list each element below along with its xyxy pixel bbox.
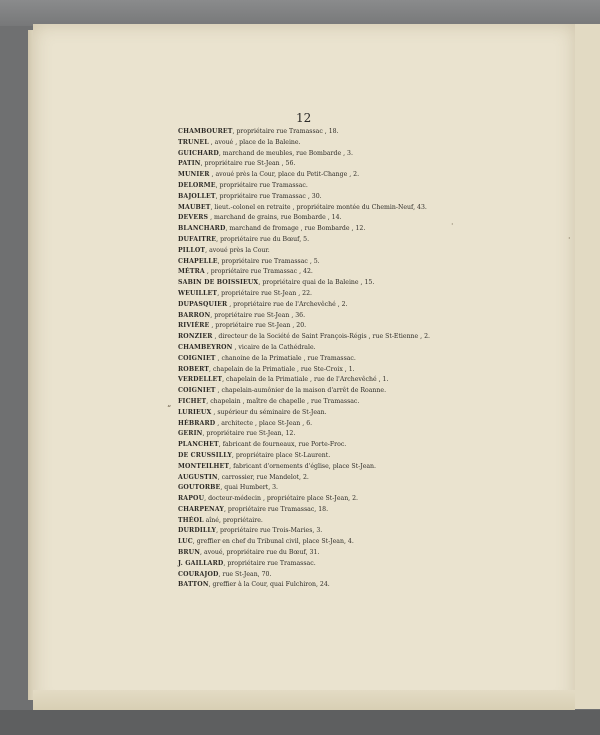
list-item [178, 246, 478, 257]
list-item [178, 440, 478, 451]
entry-list [178, 127, 478, 591]
entry-name: ROBERT [178, 365, 210, 373]
list-item [178, 257, 478, 268]
entry-details: , quai Humbert, 3. [220, 484, 279, 492]
entry-name: CHAPELLE [178, 257, 218, 265]
entry-details: , propriétaire rue Tramassac. [223, 559, 316, 567]
list-item [178, 473, 478, 484]
entry-details: , propriétaire rue St-Jean , 22. [217, 289, 313, 297]
entry-details: , fabricant de fourneaux, rue Porte-Froc. [218, 441, 347, 449]
entry-details: , avoué près la Cour. [205, 246, 270, 254]
entry-name: DELORME [178, 181, 216, 189]
list-item [178, 451, 478, 462]
entry-details: aîné, propriétaire. [203, 516, 263, 524]
entry-details: , propriétaire rue Tramassac , 5. [217, 257, 320, 265]
entry-name: DURDILLY [178, 527, 217, 535]
entry-name: COIGNIET [178, 354, 216, 362]
entry-name: GUICHARD [178, 149, 219, 157]
entry-name: PLANCHET [178, 441, 219, 449]
entry-details: , chapelain de la Primatiale , rue de l'Archevêché , 1. [222, 376, 389, 384]
entry-name: LUC [178, 538, 193, 546]
entry-name: BLANCHARD [178, 225, 226, 233]
entry-details: , docteur-médecin , propriétaire place St-Jean, 2. [204, 495, 359, 503]
entry-name: TRUNEL [178, 138, 209, 146]
entry-details: , directeur de la Société de Saint François-Régis , rue St-Etienne , 2. [212, 333, 431, 341]
entry-name: MUNIER [178, 171, 210, 179]
entry-details: , architecte , place St-Jean , 6. [215, 419, 313, 427]
entry-name: SABIN DE BOISSIEUX [178, 279, 259, 287]
entry-details: , rue St-Jean, 70. [218, 570, 272, 578]
entry-details: , propriétaire rue Tramassac , 42. [204, 268, 313, 276]
list-item [178, 570, 478, 581]
list-item [178, 311, 478, 322]
list-item [178, 300, 478, 311]
entry-name: GOUTORBE [178, 484, 221, 492]
page-bottom-fold [33, 690, 575, 710]
entry-name: MONTEILHET [178, 462, 230, 470]
entry-details: , propriétaire rue Tramassac , 30. [215, 192, 322, 200]
entry-details: , avoué , place de la Baleine. [208, 138, 301, 146]
entry-name: BAJOLLET [178, 192, 216, 200]
entry-name: PATIN [178, 160, 201, 168]
entry-name: PILLOT [178, 246, 206, 254]
entry-details: , vicaire de la Cathédrale. [232, 343, 316, 351]
list-item [178, 332, 478, 343]
list-item [178, 343, 478, 354]
list-item [178, 267, 478, 278]
entry-details: , chapelain , maître de chapelle , rue Tramassac. [206, 397, 360, 405]
list-item [178, 213, 478, 224]
list-item [178, 462, 478, 473]
entry-name: CHAMBEYRON [178, 343, 233, 351]
entry-name: BRUN [178, 549, 201, 557]
entry-name: DUFAITRE [178, 235, 217, 243]
margin-tick-mark: “ [167, 404, 172, 413]
entry-name: RAPOU [178, 495, 205, 503]
entry-details: , marchand de grains, rue Bombarde , 14. [208, 214, 342, 222]
entry-name: MAUBET [178, 203, 211, 211]
list-item [178, 138, 478, 149]
margin-dot-mark: · [451, 220, 454, 229]
entry-details: , lieut.-colonel en retraite , propriétaire montée du Chemin-Neuf, 43. [210, 203, 427, 211]
entry-details: , marchand de meubles, rue Bombarde , 3. [218, 149, 353, 157]
entry-name: BATTON [178, 581, 209, 589]
entry-details: , marchand de fromage , rue Bombarde , 12. [225, 225, 366, 233]
entry-name: HÉBRARD [178, 419, 216, 427]
entry-name: FICHET [178, 397, 207, 405]
scanner-backdrop-bottom [0, 710, 600, 735]
entry-details: , propriétaire rue Tramassac. [215, 181, 308, 189]
entry-details: , avoué près la Cour, place du Petit-Change , 2. [209, 171, 360, 179]
list-item [178, 375, 478, 386]
list-item [178, 289, 478, 300]
entry-details: , propriétaire rue St-Jean , 36. [210, 311, 306, 319]
entry-details: , carrossier, rue Mandelot, 2. [217, 473, 309, 481]
entry-name: THÉOL [178, 516, 204, 524]
entry-name: DEVERS [178, 214, 209, 222]
list-item [178, 181, 478, 192]
entry-name: COIGNIET [178, 387, 216, 395]
entry-details: , propriétaire rue St-Jean , 20. [209, 322, 307, 330]
entry-details: , greffier en chef du Tribunal civil, place St-Jean, 4. [192, 538, 354, 546]
entry-name: MÉTRA [178, 268, 205, 276]
list-item [178, 170, 478, 181]
list-item [178, 159, 478, 170]
list-item [178, 419, 478, 430]
list-item [178, 203, 478, 214]
list-item [178, 397, 478, 408]
entry-details: , propriétaire rue Tramassac, 18. [224, 505, 329, 513]
entry-details: , propriétaire rue St-Jean , 56. [200, 160, 296, 168]
entry-details: , propriétaire place St-Laurent. [231, 451, 331, 459]
entry-details: , propriétaire rue Trois-Maries, 3. [216, 527, 323, 535]
list-item [178, 354, 478, 365]
list-item [178, 537, 478, 548]
entry-name: CHARPENAY [178, 505, 224, 513]
list-item [178, 235, 478, 246]
list-item [178, 278, 478, 289]
entry-name: RONZIER [178, 333, 213, 341]
entry-name: LURIEUX [178, 408, 212, 416]
list-item [178, 548, 478, 559]
list-item [178, 526, 478, 537]
entry-name: WEUILLET [178, 289, 218, 297]
list-item [178, 127, 478, 138]
entry-name: COURAJOD [178, 570, 219, 578]
entry-name: GERIN [178, 430, 203, 438]
entry-details: , propriétaire rue St-Jean, 12. [202, 430, 296, 438]
list-item [178, 149, 478, 160]
list-item [178, 483, 478, 494]
entry-name: CHAMBOURET [178, 128, 233, 135]
entry-details: , propriétaire quai de la Baleine , 15. [258, 279, 375, 287]
entry-name: RIVIÈRE [178, 322, 210, 330]
list-item [178, 321, 478, 332]
list-item [178, 559, 478, 570]
list-item [178, 516, 478, 527]
entry-name: J. GAILLARD [178, 559, 224, 567]
list-item [178, 192, 478, 203]
entry-details: , chanoine de la Primatiale , rue Tramassac. [215, 354, 356, 362]
entry-name: BARRON [178, 311, 211, 319]
entry-name: DE CRUSSILLY [178, 451, 232, 459]
entry-details: , supérieur du séminaire de St-Jean. [211, 408, 327, 416]
scanner-backdrop-top [0, 0, 600, 26]
adjacent-page-edge [572, 24, 600, 709]
entry-details: , greffier à la Cour, quai Fulchiron, 24. [208, 581, 330, 589]
list-item [178, 365, 478, 376]
list-item [178, 386, 478, 397]
entry-details: , propriétaire rue du Bœuf, 5. [216, 235, 310, 243]
entry-details: , avoué, propriétaire rue du Bœuf, 31. [200, 549, 320, 557]
list-item [178, 429, 478, 440]
entry-details: , chapelain-aumônier de la maison d'arrêt de Roanne. [215, 387, 387, 395]
entry-details: , propriétaire rue de l'Archevêché , 2. [227, 300, 348, 308]
entry-name: AUGUSTIN [178, 473, 218, 481]
list-item [178, 580, 478, 591]
entry-details: , fabricant d'ornements d'église, place St-Jean. [229, 462, 377, 470]
list-item [178, 408, 478, 419]
entry-details: , propriétaire rue Tramassac , 18. [232, 128, 339, 135]
entry-name: DUPASQUIER [178, 300, 228, 308]
entry-details: , chapelain de la Primatiale , rue Ste-Croix , 1. [209, 365, 355, 373]
page-number: 12 [296, 111, 312, 125]
list-item [178, 505, 478, 516]
entry-name: VERDELLET [178, 376, 223, 384]
list-item [178, 494, 478, 505]
list-item [178, 224, 478, 235]
margin-dot-mark: · [568, 234, 571, 243]
